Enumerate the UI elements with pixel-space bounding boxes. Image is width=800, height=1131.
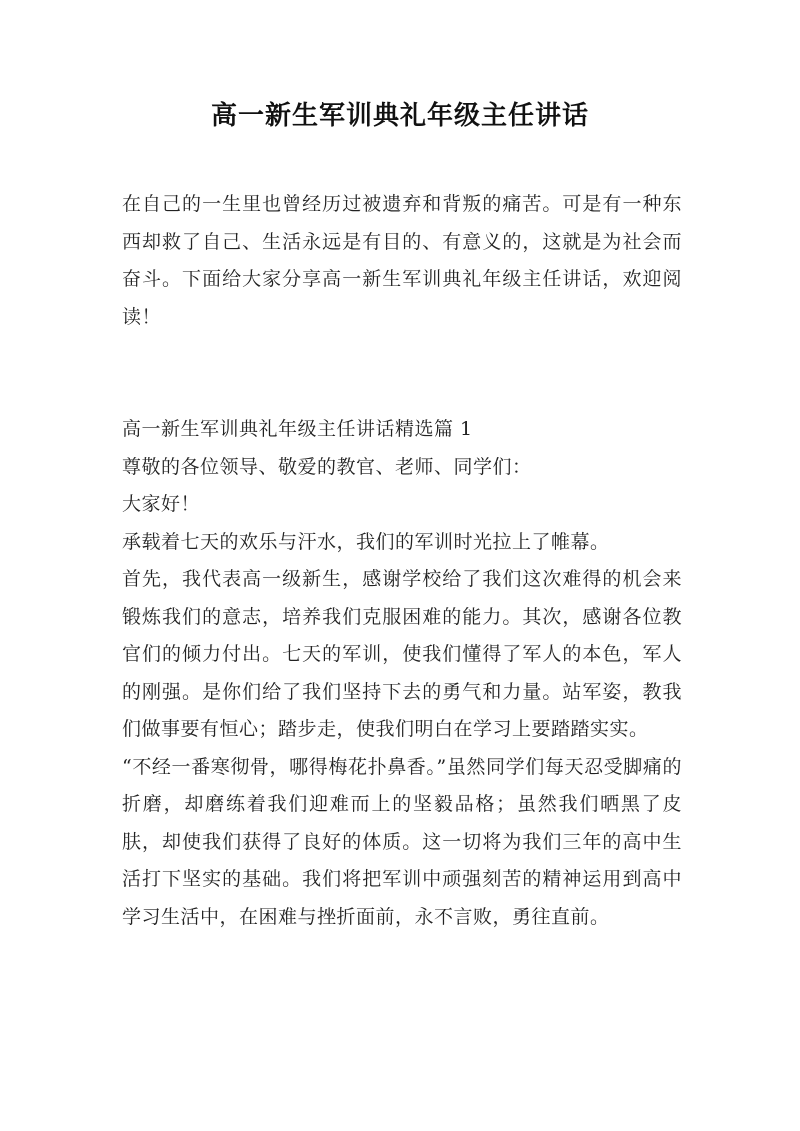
body-paragraph: 首先，我代表高一级新生，感谢学校给了我们这次难得的机会来锻炼我们的意志，培养我们克服困难的能力。其次，感谢各位教官们的倾力付出。七天的军训，使我们懂得了军人的本色，军人的刚强。是你们给了我们坚持下去的勇气和力量。站军姿，教我们做事要有恒心；踏步走，使我们明白在学习上要踏踏实实。 [122, 568, 682, 740]
salutation: 尊敬的各位领导、敬爱的教官、老师、同学们： [122, 455, 532, 478]
document-title: 高一新生军训典礼年级主任讲话 [210, 101, 589, 131]
body-paragraph: “不经一番寒彻骨，哪得梅花扑鼻香。”虽然同学们每天忍受脚痛的折磨，却磨练着我们迎难而上的坚毅品格；虽然我们晒黑了皮肤，却使我们获得了良好的体质。这一切将为我们三年的高中生活打下坚实的基础。我们将把军训中顽强刻苦的精神运用到高中学习生活中，在困难与挫折面前，永不言败，勇往直前。 [122, 755, 682, 928]
intro-paragraph: 在自己的一生里也曾经历过被遗弃和背叛的痛苦。可是有一种东西却救了自己、生活永远是有目的、有意义的，这就是为社会而奋斗。下面给大家分享高一新生军训典礼年级主任讲话，欢迎阅读！ [122, 193, 682, 328]
greeting: 大家好！ [122, 493, 201, 515]
section-heading: 高一新生军训典礼年级主任讲话精选篇 1 [122, 418, 473, 440]
body-paragraph: 承载着七天的欢乐与汗水，我们的军训时光拉上了帷幕。 [122, 530, 610, 553]
speech-body [122, 411, 682, 936]
